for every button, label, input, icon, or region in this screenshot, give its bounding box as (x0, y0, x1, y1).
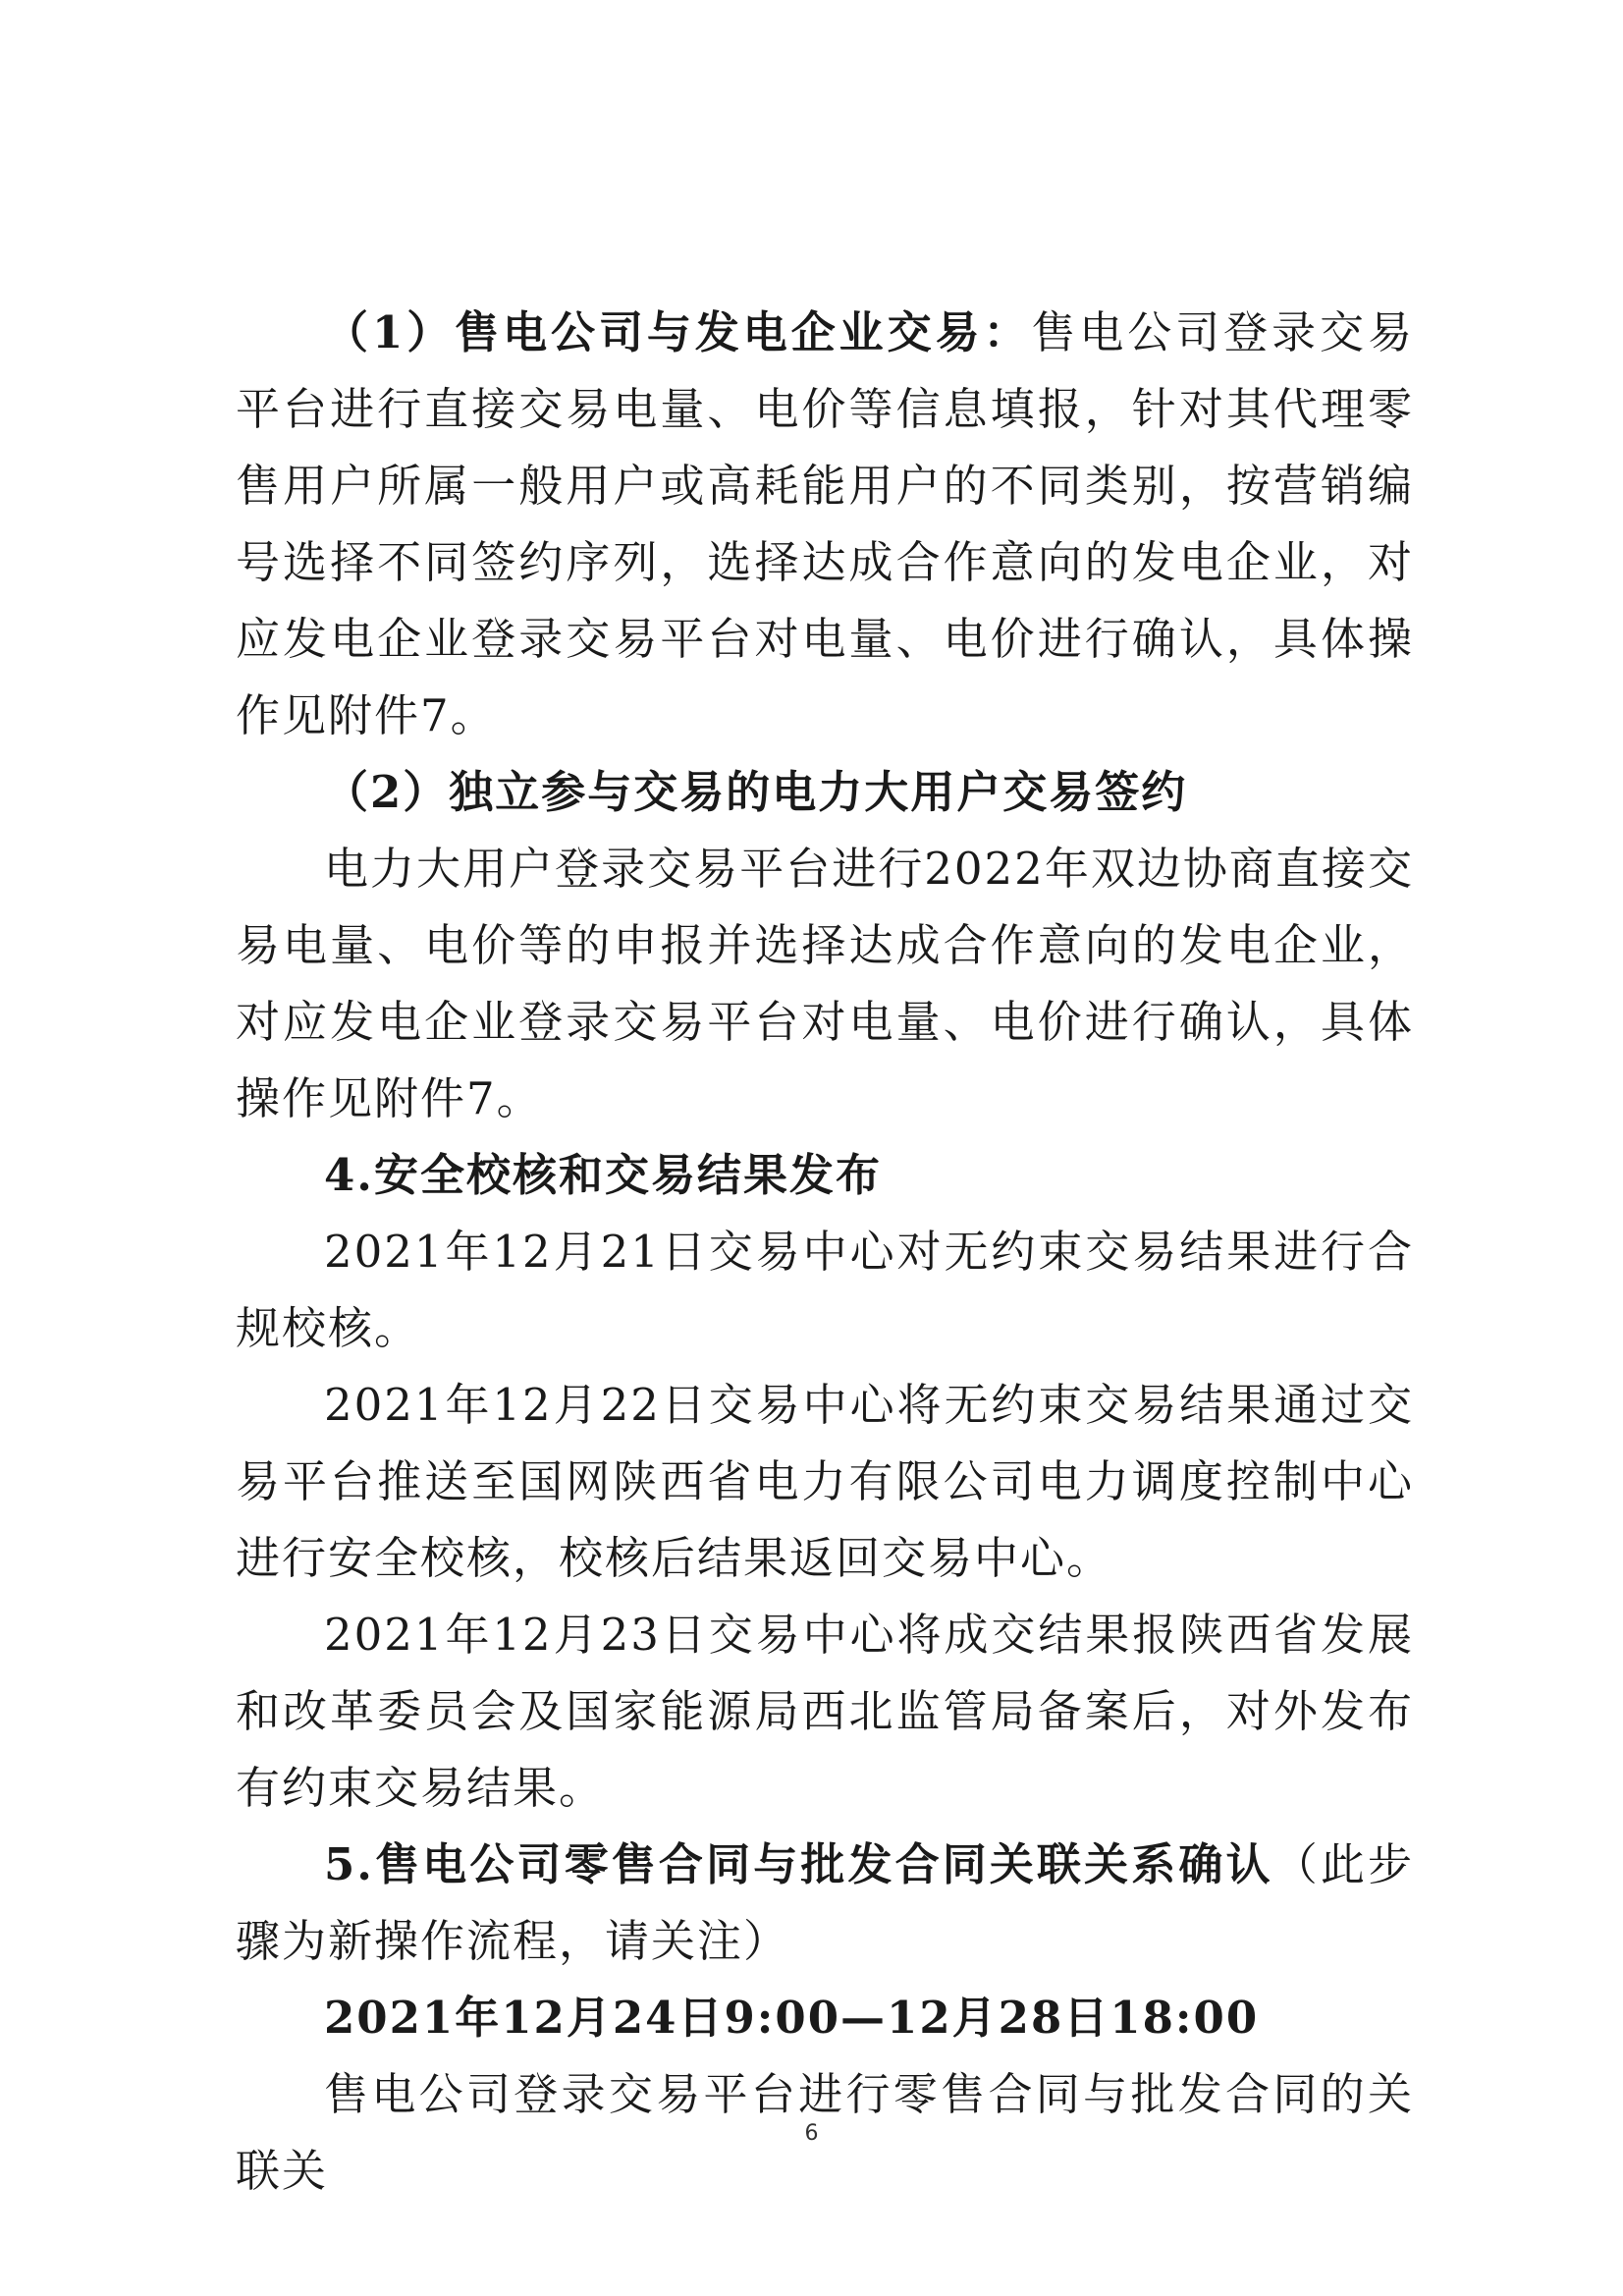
schedule-time: 2021年12月24日9:00—12月28日18:00 (324, 1992, 1260, 2044)
paragraph-1-text: 售电公司登录交易平台进行直接交易电量、电价等信息填报，针对其代理零售用户所属一般用户或高耗能用户的不同类别，按营销编号选择不同签约序列，选择达成合作意向的发电企业，对应发电企业登录交易平台对电量、电价进行确认，具体操作见附件7。 (236, 306, 1415, 741)
paragraph-10-text: 售电公司登录交易平台进行零售合同与批发合同的关联关 (236, 2068, 1414, 2197)
paragraph-3-text: 电力大用户登录交易平台进行2022年双边协商直接交易电量、电价等的申报并选择达成合作意向的发电企业，对应发电企业登录交易平台对电量、电价进行确认，具体操作见附件7。 (236, 843, 1414, 1124)
paragraph-6-text: 2021年12月22日交易中心将无约束交易结果通过交易平台推送至国网陕西省电力有限公司电力调度控制中心进行安全校核，校核后结果返回交易中心。 (236, 1379, 1414, 1584)
body-text (236, 295, 1414, 2210)
section-5-heading: 5.售电公司零售合同与批发合同关联关系确认 (324, 1838, 1273, 1890)
paragraph-3 (236, 831, 1414, 1137)
page-number: 6 (804, 2121, 819, 2146)
paragraph-5 (236, 1214, 1414, 1367)
paragraph-9 (236, 1980, 1414, 2056)
paragraph-2-heading: （2）独立参与交易的电力大用户交易签约 (324, 766, 1188, 818)
paragraph-7-text: 2021年12月23日交易中心将成交结果报陕西省发展和改革委员会及国家能源局西北监管局备案后，对外发布有约束交易结果。 (236, 1609, 1414, 1814)
paragraph-5-text: 2021年12月21日交易中心对无约束交易结果进行合规校核。 (236, 1226, 1414, 1354)
paragraph-1 (236, 295, 1414, 754)
section-5-note: （此步骤为新操作流程，请关注） (236, 1838, 1414, 1967)
paragraph-2 (236, 754, 1414, 831)
paragraph-1-heading: （1）售电公司与发电企业交易： (324, 306, 1032, 358)
paragraph-7 (236, 1597, 1414, 1827)
paragraph-6 (236, 1367, 1414, 1597)
paragraph-8 (236, 1827, 1414, 1980)
section-4-heading: 4.安全校核和交易结果发布 (324, 1149, 882, 1201)
paragraph-4 (236, 1137, 1414, 1214)
